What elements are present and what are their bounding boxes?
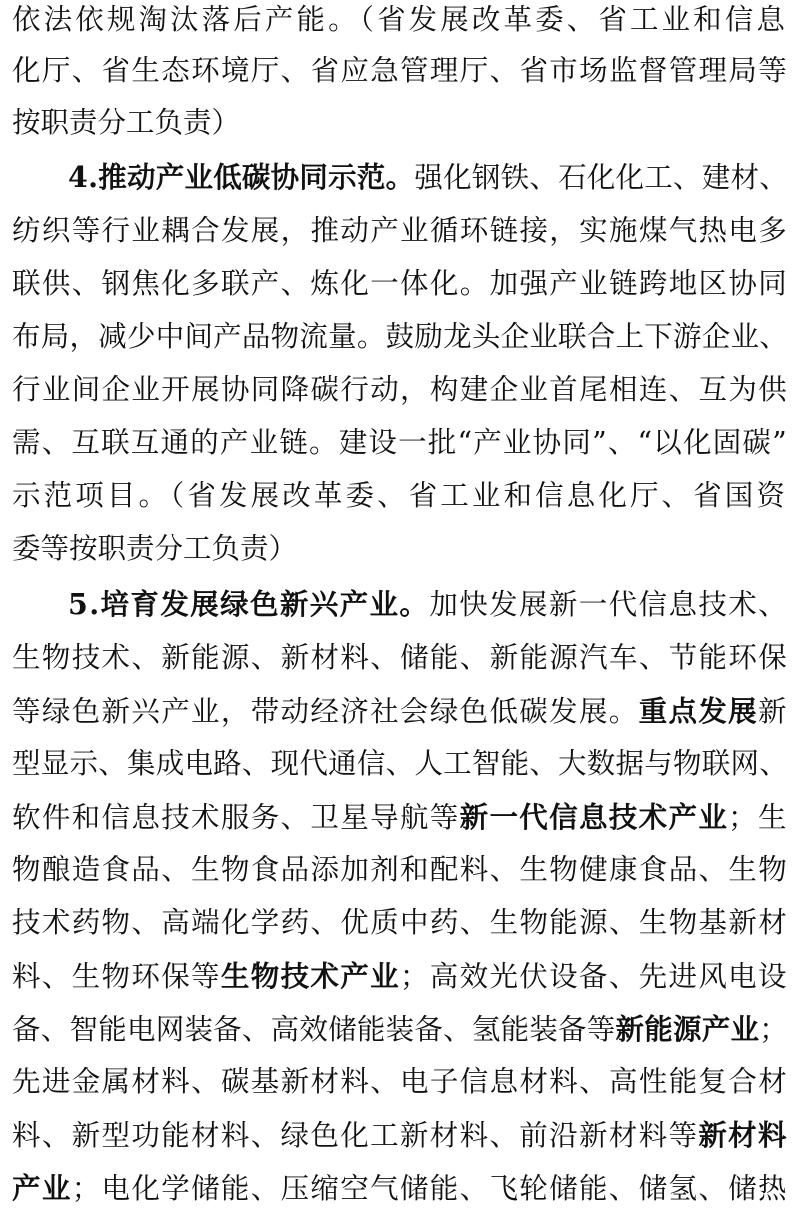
text-line-10 bbox=[12, 476, 788, 516]
text-line-7 bbox=[12, 317, 788, 357]
text-line-9 bbox=[12, 423, 788, 463]
text-run: ； bbox=[759, 1013, 788, 1046]
text-line-13 bbox=[12, 638, 788, 678]
text-run: 先进金属材料、碳基新材料、电子信息材料、高性能复合材 bbox=[12, 1065, 788, 1098]
text-line-18 bbox=[12, 903, 788, 943]
text-line-3 bbox=[12, 103, 788, 143]
text-run: 化厅、省生态环境厅、省应急管理厅、省市场监督管理局等 bbox=[12, 54, 788, 87]
emphasis-run: 新能源产业 bbox=[615, 1012, 760, 1046]
text-line-16 bbox=[12, 797, 788, 837]
text-line-1 bbox=[12, 0, 788, 40]
text-run: 料、生物环保等 bbox=[12, 960, 221, 993]
text-run: 示范项目。（省发展改革委、省工业和信息化厅、省国资 bbox=[12, 479, 788, 512]
item-4-heading-line bbox=[68, 157, 788, 197]
text-run: 加快发展新一代信息技术、 bbox=[429, 588, 788, 621]
emphasis-run: 新一代信息技术产业 bbox=[459, 800, 729, 834]
text-line-11 bbox=[12, 529, 788, 569]
text-run: ；高效光伏设备、先进风电设 bbox=[399, 960, 788, 993]
item-4-heading: 4.推动产业低碳协同示范。 bbox=[68, 160, 415, 194]
text-line-6 bbox=[12, 264, 788, 304]
text-run: 型显示、集成电路、现代通信、人工智能、大数据与物联网、 bbox=[12, 747, 788, 780]
text-run: 纺织等行业耦合发展，推动产业循环链接，实施煤气热电多 bbox=[12, 214, 788, 247]
text-run: 布局，减少中间产品物流量。鼓励龙头企业联合上下游企业、 bbox=[12, 320, 788, 353]
text-run: 需、互联互通的产业链。建设一批“产业协同”、“以化固碳” bbox=[12, 426, 788, 459]
text-line-21 bbox=[12, 1062, 788, 1102]
item-5-heading-line bbox=[68, 584, 788, 624]
text-run: 联供、钢焦化多联产、炼化一体化。加强产业链跨地区协同 bbox=[12, 267, 788, 300]
text-line-23 bbox=[12, 1168, 788, 1208]
text-run: 备、智能电网装备、高效储能装备、氢能装备等 bbox=[12, 1013, 616, 1046]
text-run: 新 bbox=[758, 695, 788, 728]
text-run: 等绿色新兴产业，带动经济社会绿色低碳发展。 bbox=[12, 695, 639, 728]
emphasis-run: 生物技术产业 bbox=[220, 959, 400, 993]
text-run: 料、新型功能材料、绿色化工新材料、前沿新材料等 bbox=[12, 1119, 699, 1152]
text-line-2 bbox=[12, 51, 788, 91]
text-run: 物酿造食品、生物食品添加剂和配料、生物健康食品、生物 bbox=[12, 853, 788, 886]
emphasis-run: 产业 bbox=[12, 1171, 72, 1205]
text-run: 委等按职责分工负责） bbox=[12, 532, 298, 565]
text-run: 软件和信息技术服务、卫星导航等 bbox=[12, 801, 460, 834]
text-line-8 bbox=[12, 370, 788, 410]
item-5-heading: 5.培育发展绿色新兴产业。 bbox=[68, 587, 430, 621]
text-line-15 bbox=[12, 744, 788, 784]
emphasis-run: 重点发展 bbox=[638, 694, 759, 728]
text-run: 依法依规淘汰落后产能。（省发展改革委、省工业和信息 bbox=[12, 3, 788, 36]
text-line-22 bbox=[12, 1115, 788, 1155]
text-line-5 bbox=[12, 211, 788, 251]
text-line-17 bbox=[12, 850, 788, 890]
text-line-20 bbox=[12, 1009, 788, 1049]
text-run: 生物技术、新能源、新材料、储能、新能源汽车、节能环保 bbox=[12, 641, 788, 674]
text-run: 强化钢铁、石化化工、建材、 bbox=[414, 161, 788, 194]
text-line-14 bbox=[12, 691, 788, 731]
text-run: 按职责分工负责） bbox=[12, 106, 241, 139]
text-run: 行业间企业开展协同降碳行动，构建企业首尾相连、互为供 bbox=[12, 373, 788, 406]
emphasis-run: 新材料 bbox=[698, 1118, 788, 1152]
text-run: ；生 bbox=[728, 801, 788, 834]
text-run: ；电化学储能、压缩空气储能、飞轮储能、储氢、储热 bbox=[71, 1172, 788, 1205]
text-line-19 bbox=[12, 956, 788, 996]
text-run: 技术药物、高端化学药、优质中药、生物能源、生物基新材 bbox=[12, 906, 788, 939]
